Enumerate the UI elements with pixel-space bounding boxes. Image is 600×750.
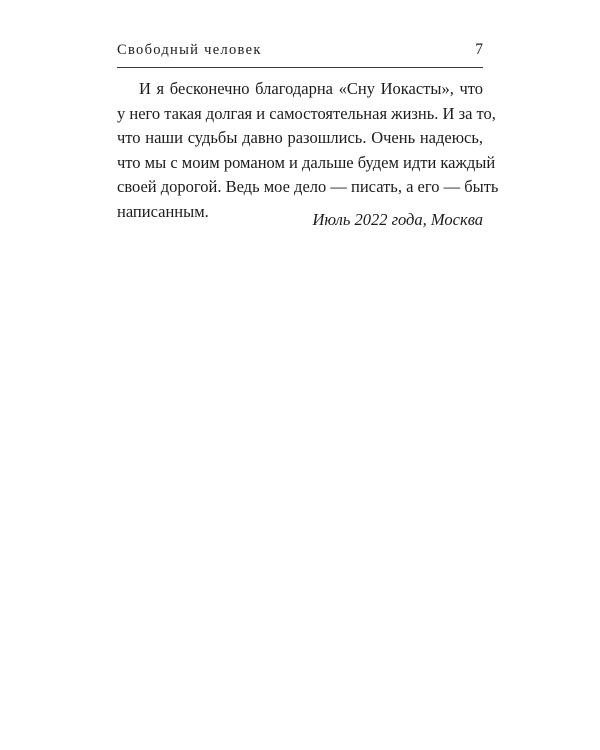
paragraph-line: написанным. [117, 201, 209, 221]
paragraph-line: И я бесконечно благодарна «Сну Иокасты», что [139, 79, 483, 98]
body-paragraph [117, 77, 499, 225]
running-title: Свободный человек [117, 42, 262, 58]
running-header [117, 40, 483, 64]
date-place-signature: Июль 2022 года, Москва [312, 210, 483, 229]
paragraph-line: что наши судьбы давно разошлись. Очень надеюсь, [117, 128, 483, 148]
header-rule [117, 67, 483, 68]
paragraph-line: у него такая долгая и самостоятельная жизнь. И за то, [117, 103, 496, 123]
paragraph-line: своей дорогой. Ведь мое дело — писать, а его — быть [117, 177, 499, 197]
paragraph-line: что мы с моим романом и дальше будем идти каждый [117, 152, 496, 172]
page-number: 7 [475, 41, 483, 58]
